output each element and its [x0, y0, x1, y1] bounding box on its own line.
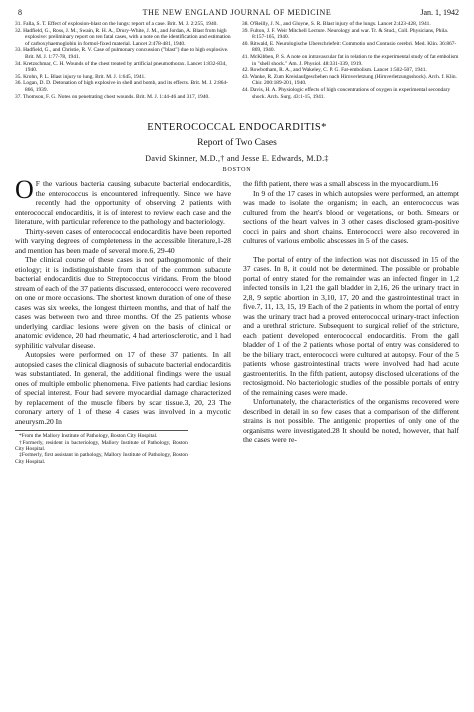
reference-item: 43. Wanke, R. Zum Kreislaufgeschehen nach Hirnverletzung (Hirnverletzungsshock). Arch. f. Klin. Chir. 200:189-201, 1940. — [242, 73, 457, 87]
running-head — [15, 6, 459, 19]
footnote: *From the Mallory Institute of Pathology, Boston City Hospital. — [19, 433, 158, 440]
footnote: †Formerly, resident in bacteriology, Mallory Institute of Pathology, Boston City Hospital. — [15, 439, 188, 452]
article-title: ENTEROCOCCAL ENDOCARDITIS* — [147, 122, 327, 134]
paragraph: Unfortunately, the characteristics of the organisms recovered were described in detail in so few cases that a comparison of the different strains is not possible. The antigenic properties of only one of the organisms were investigated.28 It should be noted, however, that half the cases were re- — [243, 397, 459, 445]
drop-cap: O — [15, 175, 34, 205]
body-column-right — [243, 179, 459, 465]
reference-column-left — [15, 21, 232, 100]
paragraph: In 9 of the 17 cases in which autopsies were performed, an attempt was made to isolate the organism; in each, an enterococcus was cultured from the heart's blood or vegetations, or both. Smears or sections of the heart valves in 3 other cases disclosed gram-positive cocci in pairs and short chains. Enterococci were also recovered in cultures of various embolic abscesses in 5 of the cases. — [243, 188, 459, 246]
paragraph — [15, 175, 231, 227]
paragraph: Autopsies were performed on 17 of these 37 patients. In all autopsied cases the clinical diagnosis of subacute bacterial endocarditis was substantiated. In general, the additional findings were the usual ones of multiple embolic phenomena. Five patients had cardiac lesions of special interest. Four had severe myocardial damage characterized by replacement of the muscle fibers by scar tissue.3, 20, 23 The coronary artery of 1 of these 4 cases was involved in a mycotic aneurysm.20 In — [15, 350, 231, 426]
reference-item: 44. Davis, H. A. Physiologic effects of high concentrations of oxygen in experimental secondary shock. Arch. Surg. 43:1-15, 1941. — [242, 86, 451, 100]
issue-date: Jan. 1, 1942 — [420, 8, 459, 17]
article-body — [15, 175, 459, 465]
journal-title: THE NEW ENGLAND JOURNAL OF MEDICINE — [142, 8, 332, 17]
reference-column-right — [242, 21, 459, 100]
paragraph: Thirty-seven cases of enterococcal endocarditis have been reported with varying degrees of completeness in the accessible literature,1-28 and mention has been made of several more.6, 29-40 — [15, 226, 231, 255]
paragraph-text: F the various bacteria causing subacute bacterial endocarditis, the enterococcus is encountered infrequently. Since we have recently had the opportunity of observing 2 patients with enterococcal endocarditis, it is of interest to review each case and the literature, with particular reference to the pathology and bacteriology. — [15, 179, 231, 227]
footnotes — [15, 430, 188, 465]
body-column-left — [15, 175, 231, 465]
reference-item: 31. Falla, S. T. Effect of explosion-blast on the lungs: report of a case. Brit. M. J. 2:255, 1940. — [15, 21, 218, 27]
section-spacer — [243, 246, 459, 255]
reference-item: 42. Rowbotham, R. A., and Wakeley, C. P. G. Fat-embolism. Lancet 1:502-507, 1941. — [242, 67, 427, 74]
article-heading — [15, 122, 459, 173]
article-authors: David Skinner, M.D.,† and Jesse E. Edwards, M.D.‡ — [145, 154, 329, 164]
reference-item: 32. Hadfield, G., Ross, J. M., Swain, R. H. A., Drury-White, J. M., and Jordan, A. Blast from high explosive: preliminary report on ten fatal cases, with a note on the identification and estimation of carboxyhaemoglobin in formol-fixed material. Lancet 2:478-481, 1940. — [15, 27, 231, 47]
reference-item: 35. Krohn, P. L. Blast injury to lung. Brit. M. J. 1:645, 1941. — [15, 73, 146, 80]
reference-item: 38. O'Reilly, J. N., and Gloyne, S. R. Blast injury of the lungs. Lancet 2:423-428, 1941. — [242, 21, 431, 27]
article-location: BOSTON — [222, 167, 252, 174]
paragraph: The portal of entry of the infection was not discussed in 15 of the 37 cases. In 8, it could not be determined. The possible or probable portal of entry stated for the remainder was an infected finger in 1,2 infected tonsils in 1,21 the gall bladder in 2,16, 26 the urinary tract in 2,8, 9 septic abortion in 3,10, 17, 20 and the gastrointestinal tract in five.7, 11, 13, 15, 19 Each of the 2 patients in whom the portal of entry was the urinary tract had a proved enterococcal urinary-tract infection and a urethral stricture. Subsequent to surgical relief of the stricture, each patient developed enterococcal endocarditis. From the gall bladder of 1 of the 2 patients whose portal of entry was considered to be the biliary tract, enterococci were cultured at autopsy. Four of the 5 patients whose gastrointestinal tracts were involved had had acute gastroenteritis. In the fifth patient, autopsy disclosed ulcerations of the rectosigmoid. No bacteriologic studies of the possible portals of entry of the remaining cases were made. — [243, 254, 459, 397]
paragraph: the fifth patient, there was a small abscess in the myocardium.16 — [243, 179, 439, 189]
reference-item: 39. Fulton, J. F. Weir Mitchell Lecture. Neurology and war. Tr. & Stud., Coll. Physicians, Phila. 8:157-165, 1940. — [242, 27, 449, 41]
footnote: ‡Formerly, first assistant in pathology, Mallory Institute of Pathology, Boston City Hospital. — [15, 452, 188, 465]
article-subtitle: Report of Two Cases — [197, 138, 277, 149]
reference-item: 37. Thomson, F. G. Notes on penetrating chest wounds. Brit. M. J. 1:44-46 and 317, 1940. — [15, 93, 210, 100]
paragraph: The clinical course of these cases is not pathognomonic of their etiology; it is indistinguishable from that of the common subacute bacterial endocarditis due to Streptococcus viridans. From the blood stream of each of the 37 patients discussed, enterococci were recovered on one or more occasions. The shortest known duration of one of these cases was six weeks, the longest thirteen months, and that of half the cases was between two and three months. Of the 25 patients whose underlying cardiac lesions were given on the basis of clinical or anatomic evidence, 20 had rheumatic, 4 had arteriosclerotic, and 1 had syphilitic valvular disease. — [15, 255, 231, 350]
journal-page — [15, 6, 459, 465]
reference-item: 34. Kretzschmar, C. H. Wounds of the chest treated by artificial pneumothorax. Lancet 1:832-834, 1940. — [15, 60, 227, 74]
reference-item: 33. Hadfield, G., and Christie, R. V. Case of pulmonary concussion ("blast") due to high explosive. Brit. M. J. 1:77-78, 1941. — [15, 47, 229, 60]
reference-item: 40. Ritwald, E. Neurologische Uberschriefeit: Commotio und Contusio cerebri. Med. Klin. 36:867-869, 1940. — [242, 40, 457, 54]
reference-list — [15, 21, 459, 100]
page-number: 8 — [18, 8, 22, 17]
reference-item: 36. Logan, D. D. Detonation of high explosive in shell and bomb, and its effects. Brit. M. J. 2:864-866, 1939. — [15, 80, 228, 93]
reference-item: 41. McKibben, P. S. A note on intravascular fat in relation to the experimental study of fat embolism in "shell shock." Am. J. Physiol. 48:331-339, 1919. — [242, 53, 459, 67]
